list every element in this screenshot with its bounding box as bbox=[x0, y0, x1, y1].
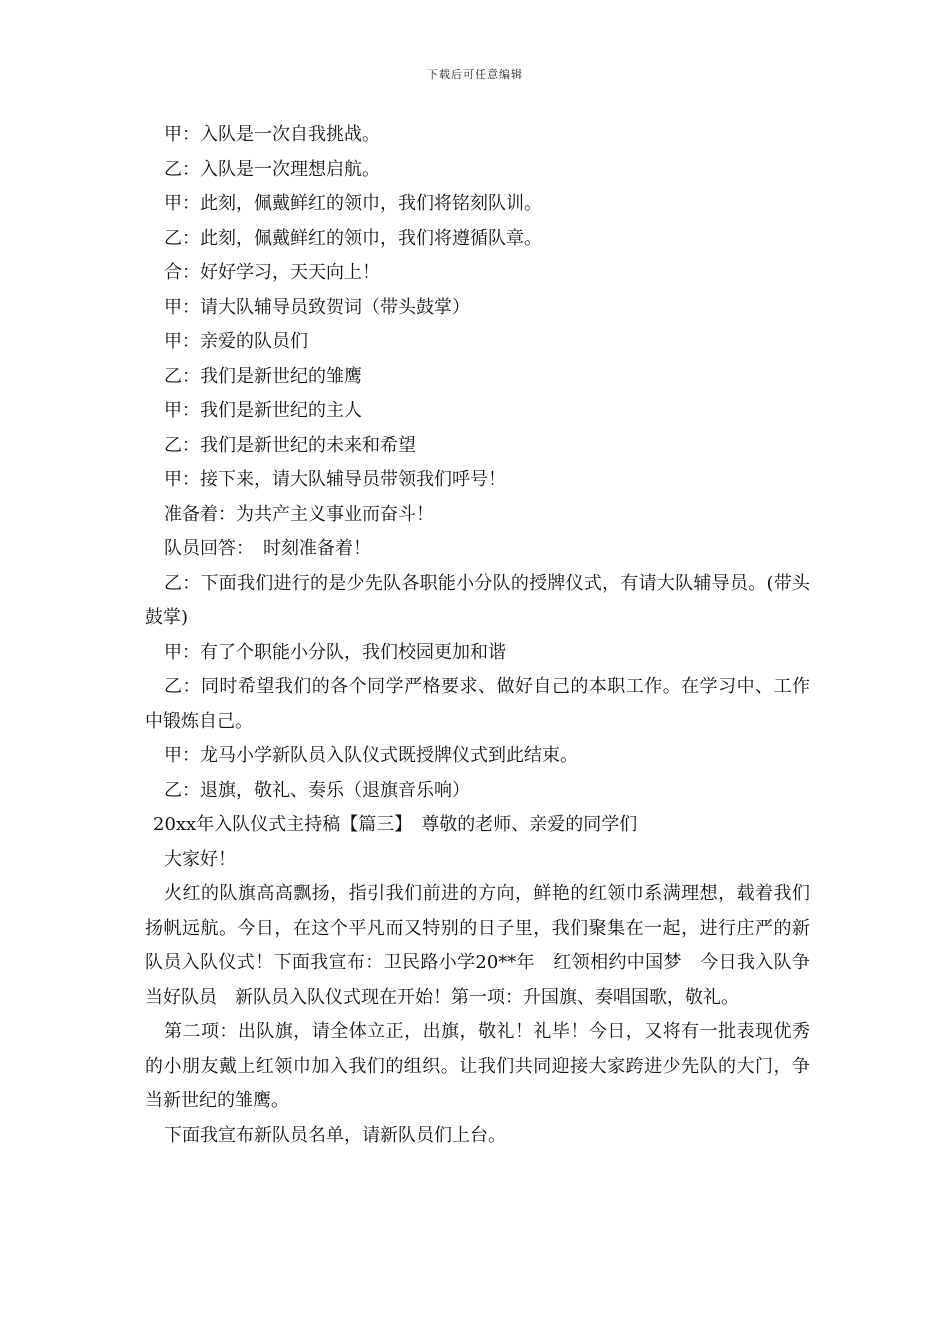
dialogue-line: 甲：入队是一次自我挑战。 bbox=[164, 124, 380, 145]
dialogue-line: 乙：下面我们进行的是少先队各职能小分队的授牌仪式，有请大队辅导员。(带头鼓掌) bbox=[145, 572, 810, 628]
dialogue-line: 甲：亲爱的队员们 bbox=[164, 331, 308, 352]
dialogue-line: 甲：龙马小学新队员入队仪式既授牌仪式到此结束。 bbox=[164, 745, 578, 766]
greeting: 大家好！ bbox=[164, 848, 236, 870]
dialogue-line: 甲：此刻，佩戴鲜红的领巾，我们将铭刻队训。 bbox=[164, 193, 542, 214]
section-heading: 20xx年入队仪式主持稿【篇三】 尊敬的老师、亲爱的同学们 bbox=[153, 814, 638, 835]
dialogue-line: 甲：请大队辅导员致贺词（带头鼓掌） bbox=[164, 296, 470, 318]
document-body bbox=[145, 118, 810, 1153]
dialogue-line: 队员回答： 时刻准备着！ bbox=[164, 538, 371, 559]
page-header-note: 下载后可任意编辑 bbox=[427, 68, 523, 81]
body-paragraph: 下面我宣布新队员名单，请新队员们上台。 bbox=[164, 1124, 506, 1146]
body-paragraph: 火红的队旗高高飘扬，指引我们前进的方向，鲜艳的红领巾系满理想，载着我们扬帆远航。今日，在这个平凡而又特别的日子里，我们聚集在一起，进行庄严的新队员入队仪式！下面我宣布：卫民路小学20**年 红领相约中国梦 今日我入队争当好队员 新队员入队仪式现在开始！第一项：升国旗、奏唱国歌，敬礼。 bbox=[145, 883, 810, 1008]
dialogue-line: 乙：同时希望我们的各个同学严格要求、做好自己的本职工作。在学习中、工作中锻炼自己。 bbox=[145, 676, 810, 732]
dialogue-line: 甲：接下来，请大队辅导员带领我们呼号！ bbox=[164, 469, 506, 490]
dialogue-line: 甲：有了个职能小分队，我们校园更加和谐 bbox=[164, 641, 506, 663]
dialogue-line: 准备着：为共产主义事业而奋斗！ bbox=[164, 503, 434, 525]
dialogue-line: 乙：入队是一次理想启航。 bbox=[164, 158, 380, 180]
dialogue-line: 合：好好学习，天天向上！ bbox=[164, 262, 380, 283]
body-paragraph: 第二项：出队旗，请全体立正，出旗，敬礼！礼毕！今日，又将有一批表现优秀的小朋友戴上红领巾加入我们的组织。让我们共同迎接大家跨进少先队的大门，争当新世纪的雏鹰。 bbox=[145, 1021, 810, 1111]
dialogue-line: 乙：此刻，佩戴鲜红的领巾，我们将遵循队章。 bbox=[164, 227, 542, 249]
dialogue-line: 乙：我们是新世纪的未来和希望 bbox=[164, 434, 416, 456]
dialogue-line: 甲：我们是新世纪的主人 bbox=[164, 400, 362, 421]
dialogue-line: 乙：退旗，敬礼、奏乐（退旗音乐响） bbox=[164, 779, 470, 801]
dialogue-line: 乙：我们是新世纪的雏鹰 bbox=[164, 365, 362, 387]
